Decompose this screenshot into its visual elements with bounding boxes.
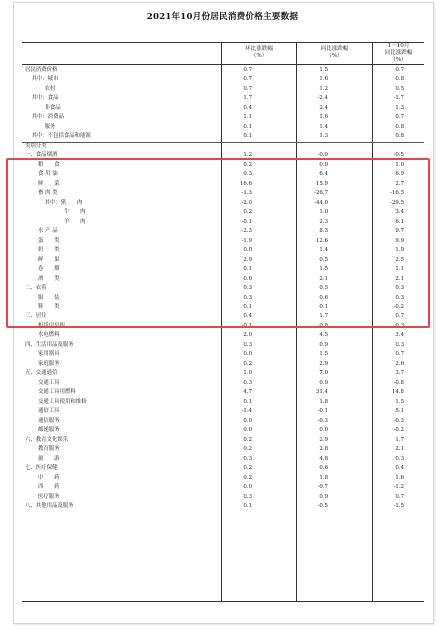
- table-row: [22, 360, 424, 369]
- row-value: 0.9: [319, 161, 328, 168]
- row-value: -1.5: [393, 503, 404, 510]
- row-label: 其中：不包括食品和能源: [31, 133, 91, 140]
- row-value: 0.3: [395, 341, 404, 348]
- row-value: 2.9: [243, 256, 252, 263]
- row-value: 1.0: [319, 209, 328, 216]
- row-value: 0.0: [243, 351, 252, 358]
- row-value: -0.5: [393, 152, 404, 159]
- row-label: 农村: [44, 85, 56, 92]
- table-row: [22, 341, 424, 350]
- row-value: 0.1: [319, 304, 328, 310]
- row-value: 0.6: [319, 465, 328, 472]
- row-label: 通信服务: [38, 417, 60, 424]
- row-value: 0.1: [243, 398, 252, 405]
- row-label: 二、衣着: [25, 285, 47, 292]
- row-value: -0.1: [317, 408, 328, 415]
- row-label: 奶 类: [38, 247, 60, 254]
- table-row: [22, 85, 424, 94]
- highlight-box: [6, 158, 430, 328]
- row-label: 非食品: [44, 104, 61, 111]
- row-value: 1.5: [319, 266, 328, 273]
- row-value: 1.7: [243, 95, 252, 102]
- row-value: 0.7: [243, 85, 252, 92]
- row-label: 教育服务: [38, 446, 60, 453]
- row-label: 交通工具使用和维修: [38, 398, 87, 405]
- row-value: 2.1: [395, 446, 404, 453]
- table-row: [22, 379, 424, 388]
- row-value: -26.7: [314, 190, 328, 197]
- row-value: 1.6: [395, 474, 404, 481]
- col-header-yoy-line1: 同比涨跌幅: [320, 46, 349, 52]
- row-label: 鲜 菜: [38, 180, 60, 187]
- row-value: 0.3: [243, 171, 252, 178]
- row-label: 三、居住: [25, 313, 47, 320]
- row-value: 0.0: [243, 247, 252, 254]
- table-row: [22, 113, 424, 122]
- row-value: 1.4: [319, 247, 328, 254]
- row-value: -2.0: [241, 199, 252, 206]
- row-value: 0.6: [319, 294, 328, 301]
- row-value: 9.9: [395, 237, 404, 244]
- row-value: 4.5: [319, 332, 328, 339]
- row-label: 类别分类: [25, 142, 47, 149]
- row-value: 0.2: [243, 446, 252, 453]
- row-label: 服 装: [38, 294, 60, 301]
- row-value: 0.2: [243, 474, 252, 481]
- row-value: 0.5: [319, 256, 328, 263]
- row-value: 1.5: [319, 67, 328, 73]
- row-value: 0.7: [395, 67, 404, 73]
- row-label: 四、生活用品及服务: [25, 341, 74, 348]
- row-value: 6.1: [395, 218, 404, 225]
- table-row: [22, 388, 424, 397]
- table-row: [22, 94, 424, 103]
- row-value: -1.7: [393, 95, 404, 102]
- row-value: 0.2: [243, 465, 252, 472]
- row-value: 9.7: [395, 228, 404, 235]
- table-row: [22, 75, 424, 84]
- row-value: 0.9: [319, 341, 328, 348]
- col-header-ytd: [373, 43, 424, 64]
- row-value: 0.0: [319, 427, 328, 434]
- row-value: 0.2: [243, 436, 252, 443]
- row-value: -2.4: [317, 95, 328, 102]
- row-value: 0.3: [395, 322, 404, 329]
- col-header-yoy: [297, 43, 372, 64]
- row-value: 0.8: [395, 133, 404, 140]
- row-value: 0.7: [395, 351, 404, 358]
- row-value: 2.4: [319, 104, 328, 111]
- section-divider: [22, 142, 424, 143]
- row-value: 5.1: [395, 408, 404, 415]
- row-value: -1.2: [393, 484, 404, 491]
- row-value: -1.3: [241, 190, 252, 197]
- row-value: -0.5: [317, 503, 328, 510]
- table-row: [22, 350, 424, 359]
- row-value: 0.9: [319, 379, 328, 386]
- row-value: 1.1: [395, 266, 404, 273]
- row-value: 0.1: [243, 304, 252, 310]
- row-label: 酒 类: [38, 275, 60, 282]
- row-label: 水电燃料: [38, 332, 60, 339]
- row-value: 31.4: [315, 389, 328, 396]
- row-value: -0.3: [393, 417, 404, 424]
- row-value: 0.2: [243, 161, 252, 168]
- row-label: 蛋 类: [38, 237, 60, 244]
- row-value: 2.0: [243, 332, 252, 339]
- table-row: [22, 455, 424, 464]
- row-value: 0.0: [243, 427, 252, 434]
- row-value: 7.0: [319, 370, 328, 377]
- row-value: 3.4: [395, 209, 404, 216]
- row-value: 6.4: [319, 171, 328, 178]
- table-row: [22, 426, 424, 435]
- row-label: 七、医疗保健: [25, 465, 58, 472]
- table-row: [22, 436, 424, 445]
- table-row: [22, 445, 424, 454]
- row-label: 牛 肉: [64, 209, 86, 216]
- row-value: 0.7: [243, 67, 252, 73]
- row-value: 2.9: [319, 360, 328, 367]
- row-value: 1.0: [243, 370, 252, 377]
- row-value: 15.9: [315, 180, 328, 187]
- row-label: 鲜 果: [38, 256, 60, 263]
- row-value: 2.9: [319, 436, 328, 443]
- row-label: 交通工具: [38, 379, 60, 386]
- row-label: 一、食品烟酒: [25, 152, 58, 159]
- row-value: 0.3: [243, 455, 252, 462]
- row-label: 居民消费价格: [25, 67, 58, 73]
- row-label: 其中：猪 肉: [44, 199, 83, 206]
- row-value: -0.9: [317, 152, 328, 159]
- row-label: 畜 肉 类: [38, 190, 58, 197]
- row-value: 0.1: [243, 266, 252, 273]
- row-value: 6.9: [395, 171, 404, 178]
- page-title: 2021年10月份居民消费价格主要数据: [146, 12, 299, 22]
- row-label: 家庭服务: [38, 360, 60, 367]
- row-value: 12.6: [315, 237, 328, 244]
- row-value: -0.3: [317, 417, 328, 424]
- row-label: 羊 肉: [64, 218, 86, 225]
- row-label: 医疗服务: [38, 493, 60, 500]
- row-value: 0.3: [243, 285, 252, 292]
- row-value: 2.5: [395, 256, 404, 263]
- row-label: 交通工具用燃料: [38, 389, 76, 396]
- row-value: 16.6: [239, 180, 252, 187]
- row-value: 0.3: [243, 493, 252, 500]
- row-value: 2.7: [395, 180, 404, 187]
- row-value: 1.2: [319, 85, 328, 92]
- row-value: -0.1: [241, 322, 252, 329]
- row-value: 1.8: [319, 398, 328, 405]
- table-row: [22, 483, 424, 492]
- row-label: 粮 食: [38, 161, 60, 168]
- row-label: 食 用 油: [38, 171, 58, 178]
- row-value: 4.8: [319, 455, 328, 462]
- row-value: 0.3: [395, 294, 404, 301]
- col-header-ytd-line1: 1－10月: [387, 43, 410, 49]
- row-value: 1.4: [319, 123, 328, 130]
- table-row: [22, 502, 424, 511]
- row-value: 14.8: [391, 389, 404, 396]
- row-value: 0.1: [243, 123, 252, 130]
- row-value: -0.1: [241, 218, 252, 225]
- table-row: [22, 142, 424, 151]
- row-value: 8.3: [319, 228, 328, 235]
- table-row: [22, 417, 424, 426]
- row-value: 0.5: [395, 85, 404, 92]
- row-value: 0.3: [243, 341, 252, 348]
- row-value: 0.2: [243, 360, 252, 367]
- row-value: 0.0: [243, 417, 252, 424]
- row-value: 0.4: [243, 104, 252, 111]
- row-value: 1.5: [395, 398, 404, 405]
- row-value: 0.7: [395, 493, 404, 500]
- row-label: 旅 游: [38, 455, 60, 462]
- table-row: [22, 398, 424, 407]
- row-value: -0.2: [393, 304, 404, 310]
- row-value: 1.1: [243, 114, 252, 121]
- row-label: 其中：城市: [31, 76, 59, 83]
- row-label: 卷 烟: [38, 266, 60, 273]
- row-value: -0.7: [317, 484, 328, 491]
- row-value: 1.0: [395, 161, 404, 168]
- row-value: 0.3: [395, 455, 404, 462]
- row-value: 2.1: [395, 275, 404, 282]
- row-value: 1.8: [319, 474, 328, 481]
- table-header: [22, 43, 424, 65]
- row-value: 2.6: [395, 360, 404, 367]
- row-label: 中 药: [38, 474, 60, 481]
- row-value: -44.0: [314, 199, 328, 206]
- row-value: 2.1: [319, 275, 328, 282]
- row-value: 0.7: [395, 114, 404, 121]
- table-row: [22, 123, 424, 132]
- row-value: 0.7: [395, 313, 404, 320]
- row-value: 0.7: [243, 76, 252, 83]
- table-row: [22, 407, 424, 416]
- col-header-ytd-line2: 同比涨跌幅: [384, 50, 413, 56]
- col-header-ytd-line3: （%）: [390, 57, 407, 63]
- col-header-mom-line1: 环比涨跌幅: [245, 46, 273, 52]
- row-value: -29.5: [390, 199, 404, 206]
- row-value: 1.5: [319, 351, 328, 358]
- row-value: -16.5: [390, 190, 404, 197]
- row-value: 0.1: [243, 133, 252, 140]
- col-header-mom-line2: （%）: [250, 53, 268, 59]
- row-label: 通信工具: [38, 408, 60, 415]
- row-value: 0.1: [243, 503, 252, 510]
- row-value: 4.7: [243, 389, 252, 396]
- row-value: -0.8: [393, 379, 404, 386]
- row-label: 服务: [44, 123, 56, 130]
- row-label: 八、其他用品及服务: [25, 503, 74, 510]
- table-row: [22, 104, 424, 113]
- row-value: 0.9: [319, 493, 328, 500]
- row-value: 1.9: [395, 247, 404, 254]
- row-value: 1.3: [319, 133, 328, 140]
- row-label: 租赁房房租: [38, 322, 65, 329]
- col-header-yoy-line2: （%）: [326, 53, 343, 59]
- row-label: 家用器具: [38, 351, 60, 358]
- row-value: 0.2: [243, 209, 252, 216]
- row-value: 0.8: [319, 322, 328, 329]
- row-label: 其中：食品: [31, 95, 59, 102]
- table-row: [22, 369, 424, 378]
- row-value: 1.6: [319, 114, 328, 121]
- table-row: [22, 464, 424, 473]
- row-label: 水 产 品: [38, 228, 58, 235]
- row-label: 六、教育文化娱乐: [25, 436, 69, 443]
- row-value: 0.4: [395, 465, 404, 472]
- row-value: 0.6: [243, 275, 252, 282]
- table-row: [22, 474, 424, 483]
- row-value: 0.3: [243, 294, 252, 301]
- row-value: 0.8: [395, 76, 404, 83]
- col-header-mom: [222, 43, 296, 64]
- row-value: 3.7: [395, 370, 404, 377]
- row-value: -2.3: [241, 228, 252, 235]
- row-label: 鞋 类: [38, 304, 60, 310]
- row-label: 其中：消费品: [31, 114, 64, 121]
- row-value: -1.4: [241, 408, 252, 415]
- row-value: 0.3: [243, 379, 252, 386]
- row-value: 0.4: [243, 313, 252, 320]
- row-value: 1.2: [243, 152, 252, 159]
- row-value: 1.6: [319, 76, 328, 83]
- row-value: 0.0: [243, 484, 252, 491]
- row-value: 3.4: [395, 332, 404, 339]
- row-value: 2.3: [319, 218, 328, 225]
- row-value: 0.5: [319, 285, 328, 292]
- row-value: 0.3: [395, 285, 404, 292]
- row-value: -1.9: [241, 237, 252, 244]
- table-row: [22, 493, 424, 502]
- table-row: [22, 331, 424, 340]
- row-value: 2.8: [319, 446, 328, 453]
- row-value: 1.7: [319, 313, 328, 320]
- row-value: 1.7: [395, 436, 404, 443]
- row-label: 邮递服务: [38, 427, 60, 434]
- row-value: 0.8: [395, 123, 404, 130]
- row-label: 五、交通通信: [25, 370, 58, 377]
- row-value: 1.3: [395, 104, 404, 111]
- row-label: 西 药: [38, 484, 60, 491]
- table-row: [22, 132, 424, 141]
- table-row: [22, 66, 424, 75]
- row-value: -0.2: [393, 427, 404, 434]
